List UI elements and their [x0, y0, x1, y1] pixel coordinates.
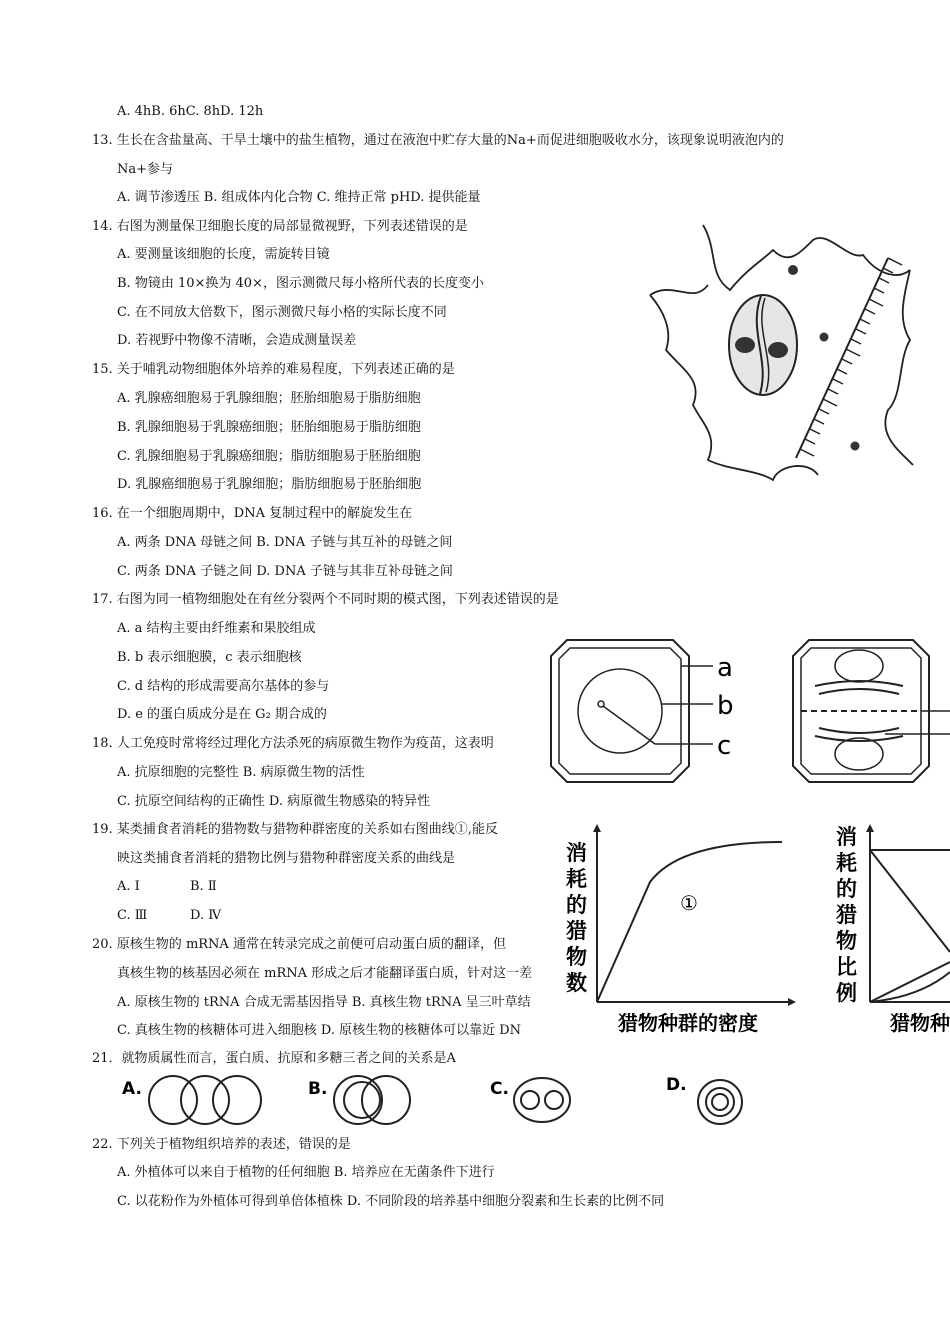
- q18-options-ab: A. 抗原细胞的完整性 B. 病原微生物的活性: [117, 765, 365, 780]
- q22-stem: 22. 下列关于植物组织培养的表述，错误的是: [92, 1137, 351, 1152]
- q14-stem: 14. 右图为测量保卫细胞长度的局部显微视野，下列表述错误的是: [92, 219, 468, 234]
- mitosis-plant-cell-figure: [545, 636, 950, 788]
- q15-option-c: C. 乳腺细胞易于乳腺癌细胞；脂肪细胞易于胚胎细胞: [117, 449, 421, 464]
- option-b-label: B.: [308, 1079, 328, 1099]
- y1-char: 物: [566, 945, 587, 969]
- q13-stem-cont: Na+参与: [117, 162, 174, 177]
- y2-char: 物: [836, 929, 857, 953]
- graph-1: [565, 824, 796, 1035]
- q20-stem-cont: 真核生物的核基因必须在 mRNA 形成之后才能翻译蛋白质，针对这一差: [117, 966, 533, 981]
- y1-char: 猎: [566, 919, 587, 943]
- q19-option-c: C. Ⅲ: [117, 908, 148, 923]
- q13-stem: 13. 生长在含盐量高、干旱土壤中的盐生植物，通过在液泡中贮存大量的Na+而促进细胞吸收水分，该现象说明液泡内的: [92, 133, 784, 148]
- q13-options: A. 调节渗透压 B. 组成体内化合物 C. 维持正常 pHD. 提供能量: [117, 190, 481, 205]
- guard-cell-micrometer-figure: [648, 220, 918, 490]
- y2-char: 消: [836, 825, 857, 849]
- q19-option-d: D. Ⅳ: [190, 908, 222, 923]
- q15-option-b: B. 乳腺细胞易于乳腺癌细胞；胚胎细胞易于脂肪细胞: [117, 420, 421, 435]
- q15-stem: 15. 关于哺乳动物细胞体外培养的难易程度，下列表述正确的是: [92, 362, 455, 377]
- q17-option-d: D. e 的蛋白质成分是在 G₂ 期合成的: [117, 707, 327, 722]
- option-d-label: D.: [666, 1075, 687, 1095]
- x1-label: 猎物种群的密度: [618, 1011, 758, 1035]
- curve-label: ①: [680, 891, 698, 915]
- set-relation-options-figure: [118, 1068, 758, 1128]
- q22-options-cd: C. 以花粉作为外植体可得到单倍体植株 D. 不同阶段的培养基中细胞分裂素和生长素的比例不同: [117, 1194, 665, 1209]
- q20-stem: 20. 原核生物的 mRNA 通常在转录完成之前便可启动蛋白质的翻译，但: [92, 937, 506, 952]
- y2-char: 比: [836, 955, 857, 979]
- q18-options-cd: C. 抗原空间结构的正确性 D. 病原微生物感染的特异性: [117, 794, 431, 809]
- option-a-label: A.: [122, 1079, 142, 1099]
- q21-stem: 21．就物质属性而言，蛋白质、抗原和多糖三者之间的关系是A: [92, 1051, 456, 1066]
- q22-options-ab: A. 外植体可以来自于植物的任何细胞 B. 培养应在无菌条件下进行: [117, 1165, 495, 1180]
- predation-graph-figure: [560, 822, 950, 1036]
- q12-options: A. 4hB. 6hC. 8hD. 12h: [117, 104, 264, 119]
- q17-option-b: B. b 表示细胞膜，c 表示细胞核: [117, 650, 302, 665]
- q14-option-d: D. 若视野中物像不清晰，会造成测量误差: [117, 333, 357, 348]
- label-c: c: [717, 731, 732, 761]
- q17-stem: 17. 右图为同一植物细胞处在有丝分裂两个不同时期的模式图，下列表述错误的是: [92, 592, 559, 607]
- q20-options-cd: C. 真核生物的核糖体可进入细胞核 D. 原核生物的核糖体可以靠近 DN: [117, 1023, 522, 1038]
- q19-option-a: A. Ⅰ: [117, 879, 140, 894]
- q19-stem-cont: 映这类捕食者消耗的猎物比例与猎物种群密度关系的曲线是: [117, 851, 456, 866]
- y2-char: 例: [836, 981, 857, 1005]
- q15-option-a: A. 乳腺癌细胞易于乳腺细胞；胚胎细胞易于脂肪细胞: [117, 391, 421, 406]
- q14-option-c: C. 在不同放大倍数下，图示测微尺每小格的实际长度不同: [117, 305, 447, 320]
- q14-option-b: B. 物镜由 10×换为 40×，图示测微尺每小格所代表的长度变小: [117, 276, 484, 291]
- q17-option-c: C. d 结构的形成需要高尔基体的参与: [117, 679, 330, 694]
- y1-char: 的: [566, 893, 587, 917]
- q16-stem: 16. 在一个细胞周期中，DNA 复制过程中的解旋发生在: [92, 506, 413, 521]
- q18-stem: 18. 人工免疫时常将经过理化方法杀死的病原微生物作为疫苗，这表明: [92, 736, 494, 751]
- y1-char: 消: [566, 841, 587, 865]
- y2-char: 猎: [836, 903, 857, 927]
- x2-label: 猎物种: [890, 1011, 950, 1035]
- q20-options-ab: A. 原核生物的 tRNA 合成无需基因指导 B. 真核生物 tRNA 呈三叶草结: [117, 995, 531, 1010]
- q17-option-a: A. a 结构主要由纤维素和果胶组成: [117, 621, 316, 636]
- q19-stem: 19. 某类捕食者消耗的猎物数与猎物种群密度的关系如右图曲线①,能反: [92, 822, 498, 837]
- q19-option-b: B. Ⅱ: [190, 879, 217, 894]
- q16-options-cd: C. 两条 DNA 子链之间 D. DNA 子链与其非互补母链之间: [117, 564, 453, 579]
- q15-option-d: D. 乳腺癌细胞易于乳腺细胞；脂肪细胞易于胚胎细胞: [117, 477, 422, 492]
- y2-char: 耗: [836, 851, 857, 875]
- q16-options-ab: A. 两条 DNA 母链之间 B. DNA 子链与其互补的母链之间: [117, 535, 453, 550]
- y1-char: 数: [566, 971, 587, 995]
- q14-option-a: A. 要测量该细胞的长度，需旋转目镜: [117, 247, 330, 262]
- option-c-label: C.: [490, 1079, 509, 1099]
- y1-char: 耗: [566, 867, 587, 891]
- y2-char: 的: [836, 877, 857, 901]
- label-b: b: [717, 691, 734, 721]
- graph-2: [835, 824, 950, 1035]
- label-a: a: [717, 653, 733, 683]
